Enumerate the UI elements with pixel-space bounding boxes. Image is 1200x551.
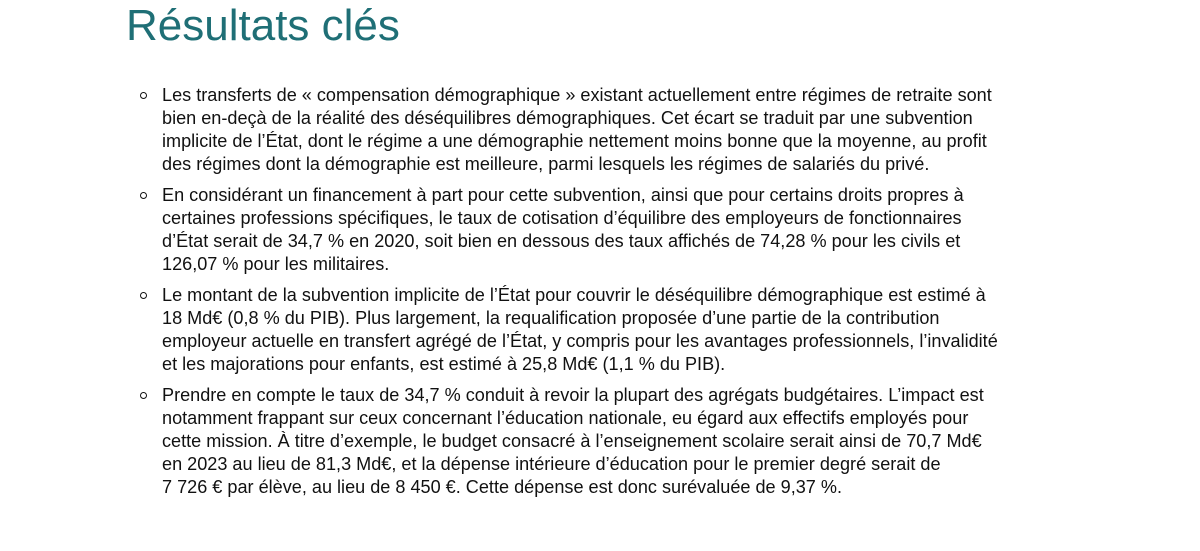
hollow-circle-bullet-icon xyxy=(140,92,147,99)
list-item xyxy=(136,284,1096,376)
bullet-line: En considérant un financement à part pour cette subvention, ainsi que pour certains droits propres à xyxy=(162,185,964,205)
bullet-line: 126,07 % pour les militaires. xyxy=(162,254,390,274)
bullet-line: d’État serait de 34,7 % en 2020, soit bien en dessous des taux affichés de 74,28 % pour les civils et xyxy=(162,231,961,251)
bullet-line: employeur actuelle en transfert agrégé de l’État, y compris pour les avantages professionnels, l’invalidité xyxy=(162,331,998,351)
bullet-line: 7 726 € par élève, au lieu de 8 450 €. Cette dépense est donc surévaluée de 9,37 %. xyxy=(162,477,843,497)
bullet-line: certaines professions spécifiques, le taux de cotisation d’équilibre des employeurs de fonctionnaires xyxy=(162,208,962,228)
page-title: Résultats clés xyxy=(126,1,400,50)
bullet-line: implicite de l’État, dont le régime a une démographie nettement moins bonne que la moyenne, au profit xyxy=(162,131,987,151)
bullet-line: en 2023 au lieu de 81,3 Md€, et la dépense intérieure d’éducation pour le premier degré serait de xyxy=(162,454,941,474)
list-item xyxy=(136,184,1096,276)
key-results-list xyxy=(136,84,1096,507)
bullet-line: Les transferts de « compensation démographique » existant actuellement entre régimes de retraite sont xyxy=(162,85,992,105)
bullet-line: Le montant de la subvention implicite de l’État pour couvrir le déséquilibre démographique est estimé à xyxy=(162,285,986,305)
hollow-circle-bullet-icon xyxy=(140,292,147,299)
bullet-line: des régimes dont la démographie est meilleure, parmi lesquels les régimes de salariés du privé. xyxy=(162,154,930,174)
bullet-line: Prendre en compte le taux de 34,7 % conduit à revoir la plupart des agrégats budgétaires. L’impact est xyxy=(162,385,984,405)
bullet-line: notamment frappant sur ceux concernant l’éducation nationale, eu égard aux effectifs employés pour xyxy=(162,408,969,428)
list-item xyxy=(136,384,1096,499)
hollow-circle-bullet-icon xyxy=(140,392,147,399)
bullet-line: bien en-deçà de la réalité des déséquilibres démographiques. Cet écart se traduit par une subvention xyxy=(162,108,973,128)
hollow-circle-bullet-icon xyxy=(140,192,147,199)
bullet-line: et les majorations pour enfants, est estimé à 25,8 Md€ (1,1 % du PIB). xyxy=(162,354,726,374)
list-item xyxy=(136,84,1096,176)
bullet-line: 18 Md€ (0,8 % du PIB). Plus largement, la requalification proposée d’une partie de la contribution xyxy=(162,308,940,328)
bullet-line: cette mission. À titre d’exemple, le budget consacré à l’enseignement scolaire serait ainsi de 70,7 Md€ xyxy=(162,431,982,451)
